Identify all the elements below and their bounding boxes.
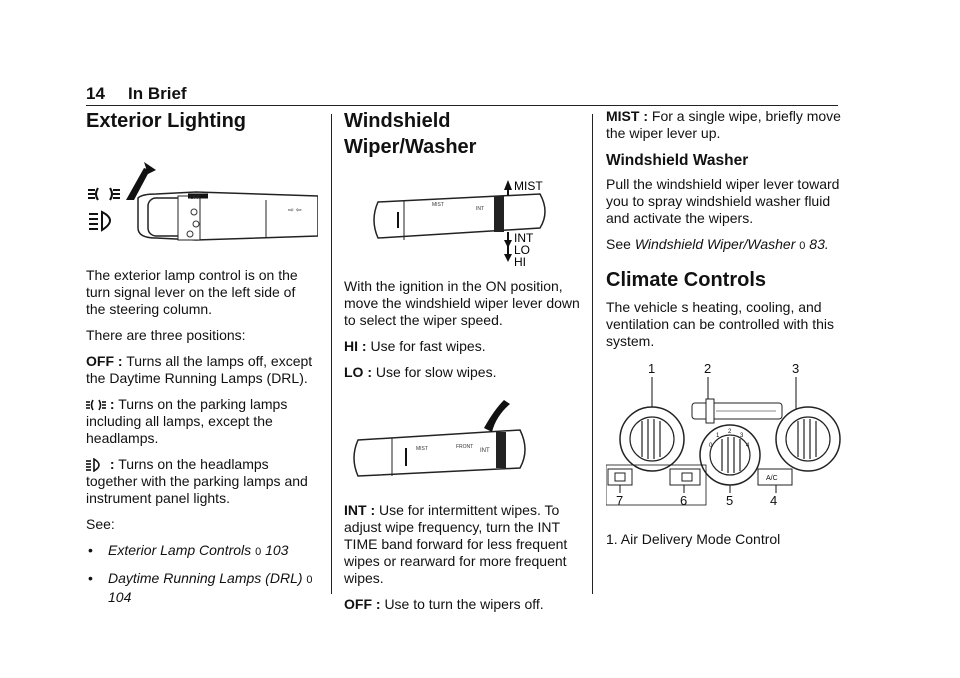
lighting-off-item: [86, 353, 318, 387]
column-divider: [592, 114, 593, 594]
svg-text:INT: INT: [476, 206, 485, 212]
front-defrost-button[interactable]: [670, 469, 700, 485]
temperature-knob[interactable]: [776, 407, 840, 471]
lighting-headlamp-item: [86, 456, 318, 507]
svg-text:4: 4: [746, 443, 750, 449]
ac-button[interactable]: [758, 469, 792, 485]
lighting-positions-intro: There are three positions:: [86, 327, 246, 343]
svg-text:FRONT: FRONT: [456, 444, 474, 450]
wiper-int-item: INT : Use for intermittent wipes. To adjust wipe frequency, turn the INT TIME band forward for less frequent wipes or rearward for more frequent wipes.: [344, 502, 568, 586]
washer-text: Pull the windshield wiper lever toward you to spray windshield washer fluid and activate the wipers.: [606, 176, 840, 226]
page-number: 14: [86, 84, 105, 103]
headlamp-term: :: [109, 456, 115, 472]
ref-exterior-lamp-controls[interactable]: • Exterior Lamp Controls 0 103: [86, 542, 318, 561]
running-title: In Brief: [128, 84, 187, 103]
wiper-mist-item: MIST : For a single wipe, briefly move the wiper lever up.: [606, 108, 841, 141]
wiper-intro: With the ignition in the ON position, move the windshield wiper lever down to select the wiper speed.: [344, 278, 580, 328]
lo-label: LO: [514, 243, 531, 257]
callout-4: 4: [770, 493, 778, 508]
ref-daytime-running-lamps[interactable]: • Daytime Running Lamps (DRL) 0 104: [86, 570, 318, 606]
lamp-control-figure: [86, 140, 318, 255]
wiper-lever-figure-2: [344, 390, 580, 490]
wiper-off-item: OFF : Use to turn the wipers off.: [344, 596, 544, 612]
parking-term: :: [109, 396, 115, 412]
lighting-parking-item: [86, 396, 318, 447]
svg-text:MIST: MIST: [416, 446, 428, 452]
parking-text: Turns on the parking lamps including all lamps, except the headlamps.: [86, 396, 288, 446]
climate-list-item-1: 1. Air Delivery Mode Control: [606, 531, 781, 547]
headlamp-icon: [89, 212, 110, 230]
svg-text:OFF: OFF: [190, 195, 200, 201]
svg-text:A/C: A/C: [766, 475, 778, 482]
callout-6: 6: [680, 493, 688, 508]
mist-label: MIST: [514, 179, 543, 193]
off-text: Turns all the lamps off, except the Daytime Running Lamps (DRL).: [86, 353, 313, 386]
column-climate: [606, 108, 850, 557]
section-heading-wiper: Windshield Wiper/Washer: [344, 110, 477, 158]
svg-text:2: 2: [728, 429, 732, 435]
svg-text:⇨ ⇦: ⇨ ⇦: [288, 207, 302, 214]
callout-2: 2: [704, 361, 712, 376]
air-mode-knob[interactable]: [620, 407, 684, 471]
running-header: [86, 84, 838, 106]
column-wiper: [344, 108, 580, 622]
washer-see[interactable]: See Windshield Wiper/Washer 0 83.: [606, 236, 829, 252]
svg-text:MIST: MIST: [432, 202, 444, 208]
callout-7: 7: [616, 493, 624, 508]
callout-3: 3: [792, 361, 800, 376]
callout-1: 1: [648, 361, 656, 376]
climate-text: The vehicle s heating, cooling, and ventilation can be controlled with this system.: [606, 299, 835, 349]
band-rotate-arrow: [484, 400, 510, 432]
wiper-hi-item: HI : Use for fast wipes.: [344, 338, 486, 354]
svg-text:INT: INT: [480, 448, 490, 454]
section-heading-washer: Windshield Washer: [606, 152, 749, 169]
rear-defog-button[interactable]: [608, 469, 632, 485]
wiper-lo-item: LO : Use for slow wipes.: [344, 364, 497, 380]
section-heading-exterior-lighting: Exterior Lighting: [86, 110, 246, 132]
fan-speed-knob[interactable]: [700, 425, 760, 485]
climate-panel-figure: [606, 359, 850, 519]
wiper-lever-figure-1: [344, 166, 580, 266]
hi-label: HI: [514, 255, 526, 266]
svg-text:0: 0: [709, 443, 713, 449]
column-exterior-lighting: [86, 108, 318, 615]
lighting-intro: The exterior lamp control is on the turn signal lever on the left side of the steering column.: [86, 267, 298, 317]
headlamp-text: Turns on the headlamps together with the parking lamps and instrument panel lights.: [86, 456, 308, 506]
svg-text:1: 1: [716, 433, 720, 439]
int-label: INT: [514, 231, 534, 245]
headlamp-icon: [86, 458, 106, 472]
callout-5: 5: [726, 493, 734, 508]
recirc-slider[interactable]: [692, 399, 782, 423]
parking-lamp-icon: [86, 398, 106, 412]
parking-lamp-icon: [88, 188, 120, 200]
column-divider: [331, 114, 332, 594]
section-heading-climate: Climate Controls: [606, 269, 767, 291]
svg-text:3: 3: [740, 433, 744, 439]
off-term: OFF :: [86, 353, 123, 369]
lighting-see: See:: [86, 516, 115, 532]
